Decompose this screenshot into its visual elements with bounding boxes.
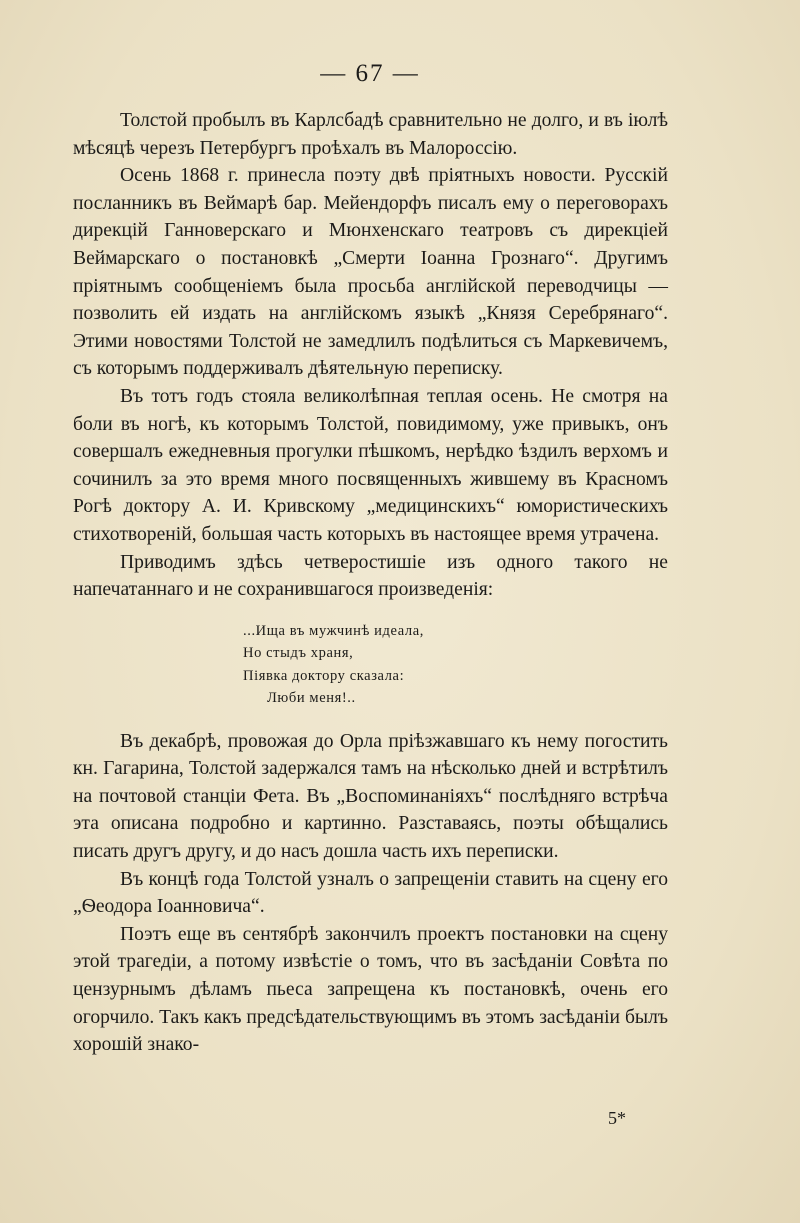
page-number: — 67 —: [320, 60, 420, 87]
poem-quatrain: [243, 620, 668, 710]
body-text: [73, 107, 668, 1059]
poem-line: ...Ища въ мужчинѣ идеала,: [243, 622, 424, 639]
signature-mark: 5*: [608, 1108, 626, 1128]
paragraph: Въ концѣ года Толстой узналъ о запрещеніи ставить на сцену его „Ѳеодора Іоанновича“.: [73, 868, 668, 918]
paragraph: Въ декабрѣ, провожая до Орла пріѣзжавшаго къ нему погостить кн. Гагарина, Толстой задержался тамъ на нѣсколько дней и встрѣтилъ на почтовой станціи Фета. Въ „Воспоминаніяхъ“ послѣдняго встрѣча эта описана подробно и картинно. Разставаясь, поэты обѣщались писать другъ другу, и до насъ дошла часть ихъ переписки.: [73, 730, 668, 863]
paragraph: Приводимъ здѣсь четверостишіе изъ одного такого не напечатаннаго и не сохранившагося произведенія:: [73, 551, 668, 601]
paragraph: Толстой пробылъ въ Карлсбадѣ сравнительно не долго, и въ іюлѣ мѣсяцѣ черезъ Петербургъ проѣхалъ въ Малороссію.: [73, 110, 668, 159]
poem-line: Піявка доктору сказала:: [243, 667, 405, 684]
poem-line: Люби меня!..: [267, 690, 356, 707]
poem-line: Но стыдъ храня,: [243, 645, 354, 662]
paragraph: Въ тотъ годъ стояла великолѣпная теплая осень. Не смотря на боли въ ногѣ, къ которымъ Толстой, повидимому, уже привыкъ, онъ совершалъ ежедневныя прогулки пѣшкомъ, нерѣдко ѣздилъ верхомъ и сочинилъ за это время много посвященныхъ жившему въ Красномъ Рогѣ доктору А. И. Кривскому „медицинскихъ“ юмористическихъ стихотвореній, большая часть которыхъ въ настоящее время утрачена.: [73, 385, 668, 545]
paragraph: Осень 1868 г. принесла поэту двѣ пріятныхъ новости. Русскій посланникъ въ Веймарѣ бар. Мейендорфъ писалъ ему о переговорахъ дирекцій Ганноверскаго и Мюнхенскаго театровъ съ дирекціей Веймарскаго о постановкѣ „Смерти Іоанна Грознаго“. Другимъ пріятнымъ сообщеніемъ была просьба англійской переводчицы — позволить ей издать на англійскомъ языкѣ „Князя Серебрянаго“. Этими новостями Толстой не замедлилъ подѣлиться съ Маркевичемъ, съ которымъ поддерживалъ дѣятельную переписку.: [73, 165, 668, 380]
paragraph: Поэтъ еще въ сентябрѣ закончилъ проектъ постановки на сцену этой трагедіи, а потому извѣстіе о томъ, что въ засѣданіи Совѣта по цензурнымъ дѣламъ пьеса запрещена къ постановкѣ, очень его огорчило. Такъ какъ предсѣдательствующимъ въ этомъ засѣданіи былъ хорошій знако-: [73, 923, 668, 1056]
